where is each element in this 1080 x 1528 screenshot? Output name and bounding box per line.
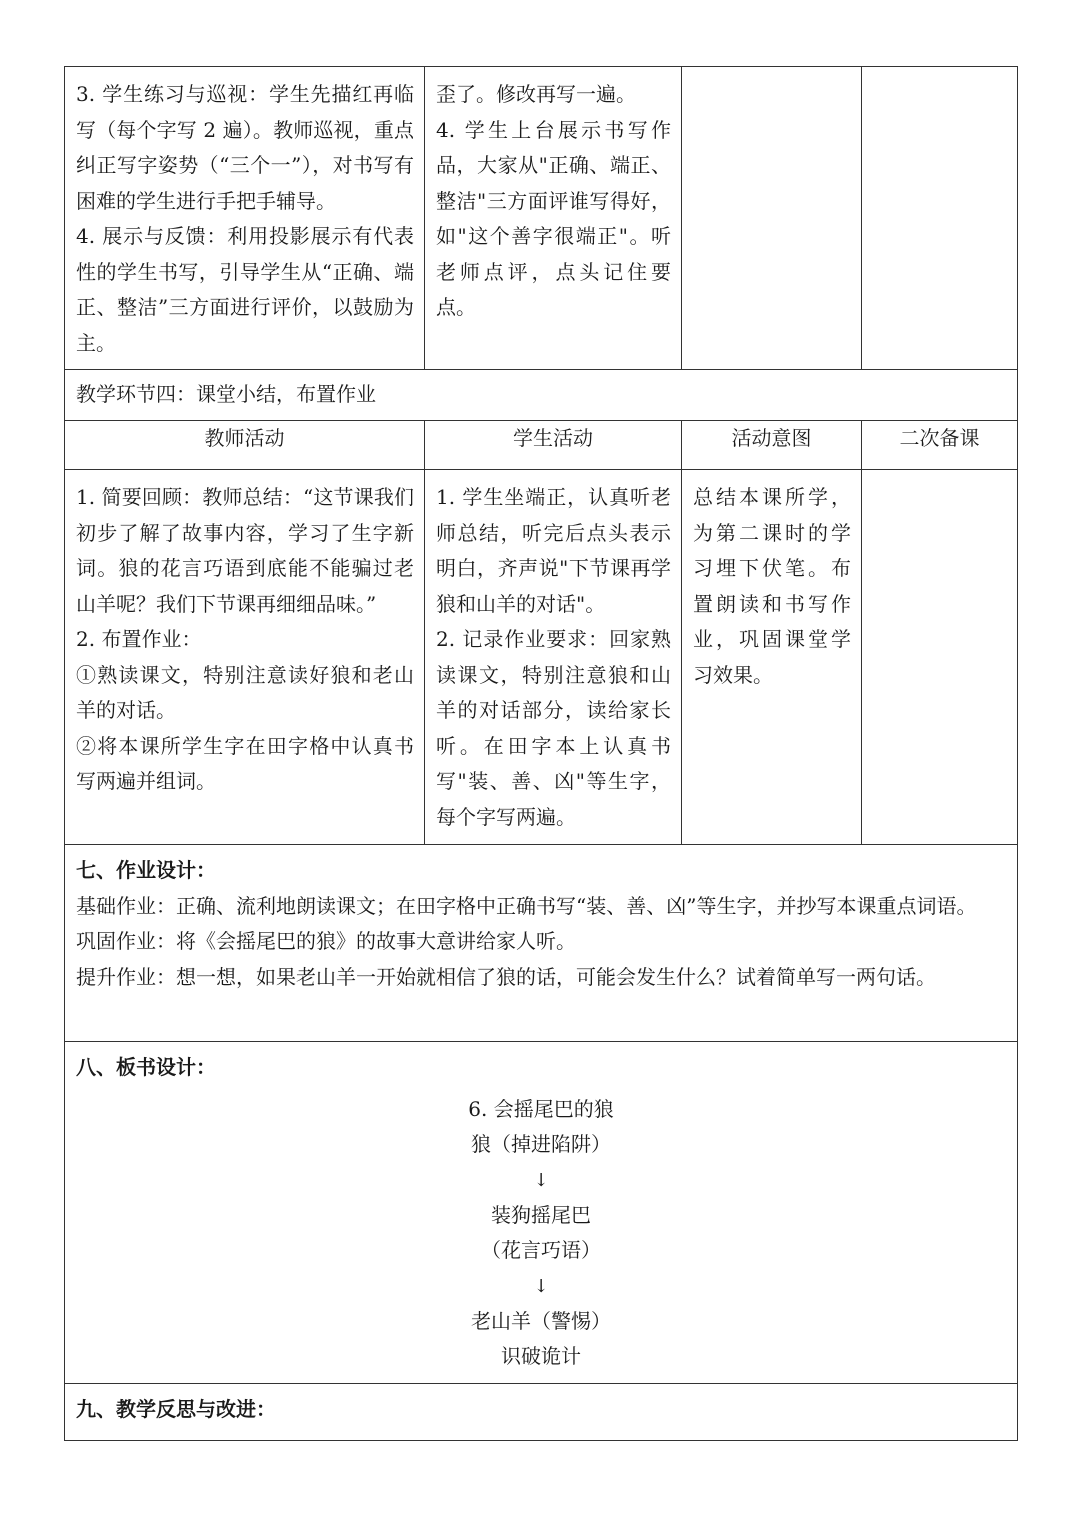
board-title: 八、板书设计： [76,1055,216,1079]
reflection-row [65,1383,1018,1440]
teacher-activity-cell [65,67,425,370]
board-cell [65,1042,1018,1384]
continuation-row [65,67,1018,370]
student-activity-cell [425,67,682,370]
teacher-homework-1: ①熟读课文，特别注意读好狼和老山羊的对话。 [76,662,414,722]
section4-title: 教学环节四：课堂小结，布置作业 [76,382,376,407]
teacher-step-3: 3. 学生练习与巡视：学生先描红再临写（每个字写 2 遍）。教师巡视，重点纠正写字姿势（“三个一”），对书写有困难的学生进行手把手辅导。 [76,82,414,213]
header-teacher-activity: 教师活动 [65,421,425,470]
student-record-homework: 2. 记录作业要求：回家熟读课文，特别注意狼和山羊的对话部分，读给家长听。在田字本上认真书写"装、善、凶"等生字，每个字写两遍。 [436,627,671,829]
teacher-summary: 1. 简要回顾：教师总结：“这节课我们初步了解了故事内容，学习了生字新词。狼的花言巧语到底能不能骗过老山羊呢？我们下节课再细细品味。” [76,485,414,616]
homework-row [65,845,1018,1042]
arrow-down-icon: ↓ [533,1275,549,1297]
header-activity-intent: 活动意图 [682,421,862,470]
section4-second-prep-cell [862,470,1018,845]
homework-consolidate: 巩固作业：将《会摇尾巴的狼》的故事大意讲给家人听。 [76,929,576,953]
teacher-step-4: 4. 展示与反馈：利用投影展示有代表性的学生书写，引导学生从“正确、端正、整洁”三方面进行评价，以鼓励为主。 [76,224,414,355]
teacher-homework-title: 2. 布置作业： [76,627,202,651]
student-listen: 1. 学生坐端正，认真听老师总结，听完后点头表示明白，齐声说"下节课再学狼和山羊的对话"。 [436,485,671,616]
section4-teacher-cell [65,470,425,845]
homework-advanced: 提升作业：想一想，如果老山羊一开始就相信了狼的话，可能会发生什么？试着简单写一两句话。 [76,964,936,989]
homework-title: 七、作业设计： [76,858,216,882]
section4-title-row [65,370,1018,421]
homework-cell [65,845,1018,1042]
section4-title-cell [65,370,1018,421]
board-content [65,1086,1017,1383]
board-sweet-talk: （花言巧语） [481,1238,601,1262]
section4-content-row [65,470,1018,845]
reflection-title: 九、教学反思与改进： [76,1396,276,1421]
activity-intent: 总结本课所学，为第二课时的学习埋下伏笔。布置朗读和书写作业，巩固课堂学习效果。 [693,485,851,687]
lesson-plan-table [64,66,1018,1441]
board-disguise: 装狗摇尾巴 [491,1202,591,1227]
arrow-down-icon: ↓ [533,1169,549,1191]
student-step-4: 4. 学生上台展示书写作品，大家从"正确、端正、整洁"三方面评谁写得好，如"这个善字很端正"。听老师点评，点头记住要点。 [436,117,671,319]
second-prep-cell-empty [862,67,1018,370]
section4-intent-cell [682,470,862,845]
board-goat: 老山羊（警惕） [471,1308,611,1333]
intent-cell-empty [682,67,862,370]
column-header-row [65,421,1018,470]
section4-student-cell [425,470,682,845]
header-second-prep: 二次备课 [862,421,1018,470]
board-row [65,1042,1018,1384]
board-see-through: 识破诡计 [501,1344,581,1368]
teacher-homework-2: ②将本课所学生字在田字格中认真书写两遍并组词。 [76,733,414,793]
reflection-cell [65,1383,1018,1440]
board-wolf: 狼（掉进陷阱） [471,1132,611,1156]
board-heading: 6. 会摇尾巴的狼 [468,1096,614,1121]
header-student-activity: 学生活动 [425,421,682,470]
homework-basic: 基础作业：正确、流利地朗读课文；在田字格中正确书写“装、善、凶”等生字，并抄写本课重点词语。 [76,893,977,918]
student-step-continued: 歪了。修改再写一遍。 [436,82,636,106]
